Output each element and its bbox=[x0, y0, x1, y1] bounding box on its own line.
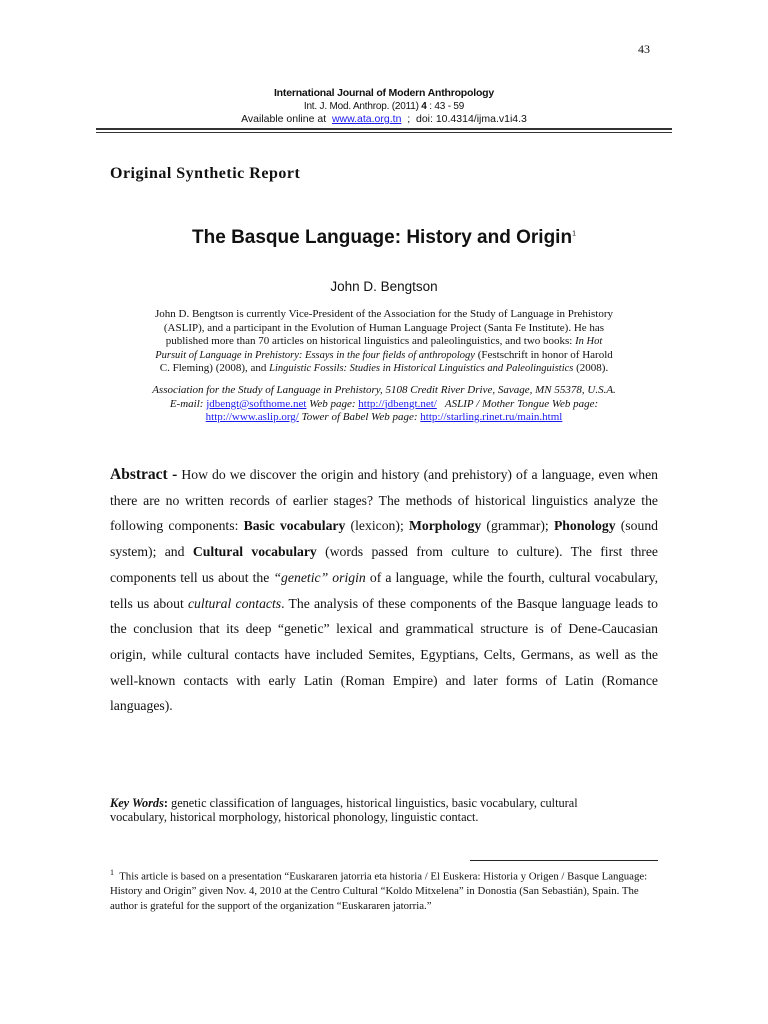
citation-prefix: Int. J. Mod. Anthrop. (2011) bbox=[303, 101, 422, 112]
abstract bbox=[110, 462, 658, 719]
keywords bbox=[110, 796, 630, 824]
report-type: Original Synthetic Report bbox=[110, 165, 301, 182]
email-link[interactable]: jdbengt@softhome.net bbox=[206, 397, 307, 410]
abstract-text: (grammar); bbox=[481, 518, 554, 534]
web-label: Web page: bbox=[306, 397, 359, 410]
author-affiliation bbox=[145, 384, 623, 425]
email-label: E-mail: bbox=[169, 397, 207, 410]
abstract-text: (sound system); and bbox=[110, 518, 659, 560]
doi-text: ; doi: 10.4314/ijma.v1i4.3 bbox=[401, 113, 527, 125]
term-genetic-origin: “genetic” origin bbox=[273, 569, 366, 585]
bio-text-3: (2008). bbox=[573, 362, 609, 374]
author-name: John D. Bengtson bbox=[330, 279, 438, 294]
term-morphology: Morphology bbox=[408, 518, 482, 534]
online-label: Available online at bbox=[241, 113, 332, 125]
keywords-label: Key Words bbox=[110, 796, 164, 810]
journal-link[interactable]: www.ata.org.tn bbox=[331, 113, 402, 125]
bio-book-1: In Hot Pursuit of Language in Prehistory: Essays in the four fields of anthropology bbox=[155, 336, 603, 361]
aslip-label: ASLIP / Mother Tongue Web page: bbox=[436, 397, 599, 410]
author-bio bbox=[150, 308, 618, 376]
article-title bbox=[0, 227, 768, 249]
journal-title: International Journal of Modern Anthropology bbox=[273, 87, 495, 99]
footnote-text: This article is based on a presentation “Euskararen jatorria eta historia / El Euskera: Historia y Origen / Basque Language: History and Origin” given Nov. 4, 2010 at the Centro Cultural “Koldo Mitxelena” in Donostia (San Sebastián), Spain. The author is grateful for the support of the organization “Euskararen jatorria.” bbox=[110, 870, 650, 912]
bio-book-2: Linguistic Fossils: Studies in Historical Linguistics and Paleolinguistics bbox=[269, 363, 574, 374]
babel-label: Tower of Babel Web page: bbox=[298, 411, 421, 423]
bio-text-2: (Festschrift in honor of Harold C. Fleming) (2008), and bbox=[159, 348, 613, 374]
abstract-text: . The analysis of these components of the Basque language leads to the conclusion that its deep “genetic” lexical and grammatical structure is of Dene-Caucasian origin, while cultural contacts have included Semites, Egyptians, Celts, Germans, as well as the well-known contacts with early Latin (Roman Empire) and later forms of Latin (Romance languages). bbox=[110, 595, 659, 714]
affiliation-address: Association for the Study of Language in Prehistory, 5108 Credit River Drive, Savage, MN 55378, U.S.A. bbox=[152, 384, 616, 396]
term-basic-vocabulary: Basic vocabulary bbox=[243, 518, 346, 534]
bio-text-1: John D. Bengtson is currently Vice-President of the Association for the Study of Language in Prehistory (ASLIP), and a participant in the Evolution of Human Language Project (Santa Fe Institute). He has published more than 70 articles on historical linguistics and paleolinguistics, and two books: bbox=[154, 308, 613, 347]
term-cultural-vocabulary: Cultural vocabulary bbox=[192, 544, 317, 560]
keywords-colon: : bbox=[163, 796, 168, 810]
page-number: 43 bbox=[638, 42, 650, 56]
volume-number: 4 bbox=[421, 101, 427, 112]
abstract-text: of a language, while the fourth, cultural vocabulary, tells us about bbox=[110, 569, 658, 611]
abstract-text: How do we discover the origin and history (and prehistory) of a language, even when there are no written records of earlier stages? The methods of historical linguistics analyze the following components: bbox=[110, 467, 658, 534]
title-footnote-mark[interactable]: 1 bbox=[572, 230, 576, 238]
header-rule-thin bbox=[96, 132, 672, 133]
footnote-rule bbox=[470, 860, 658, 861]
header-rule-thick bbox=[96, 128, 672, 130]
term-phonology: Phonology bbox=[553, 518, 616, 534]
abstract-text: (words passed from culture to culture). The first three components tell us about the bbox=[110, 544, 658, 585]
footnote bbox=[110, 866, 658, 914]
term-cultural-contacts: cultural contacts bbox=[187, 595, 282, 611]
title-text: The Basque Language: History and Origin bbox=[192, 227, 573, 248]
journal-citation bbox=[0, 101, 768, 112]
babel-link[interactable]: http://starling.rinet.ru/main.html bbox=[420, 411, 563, 423]
footnote-mark: 1 bbox=[110, 868, 114, 877]
abstract-label: Abstract - bbox=[110, 466, 178, 483]
keywords-text: genetic classification of languages, historical linguistics, basic vocabulary, cultural vocabulary, historical morphology, historical phonology, linguistic contact. bbox=[110, 796, 578, 824]
online-availability bbox=[0, 113, 768, 125]
aslip-link[interactable]: http://www.aslip.org/ bbox=[205, 411, 299, 423]
abstract-text: (lexicon); bbox=[345, 518, 409, 534]
web-link[interactable]: http://jdbengt.net/ bbox=[358, 397, 437, 410]
citation-pages: : 43 - 59 bbox=[426, 101, 465, 112]
